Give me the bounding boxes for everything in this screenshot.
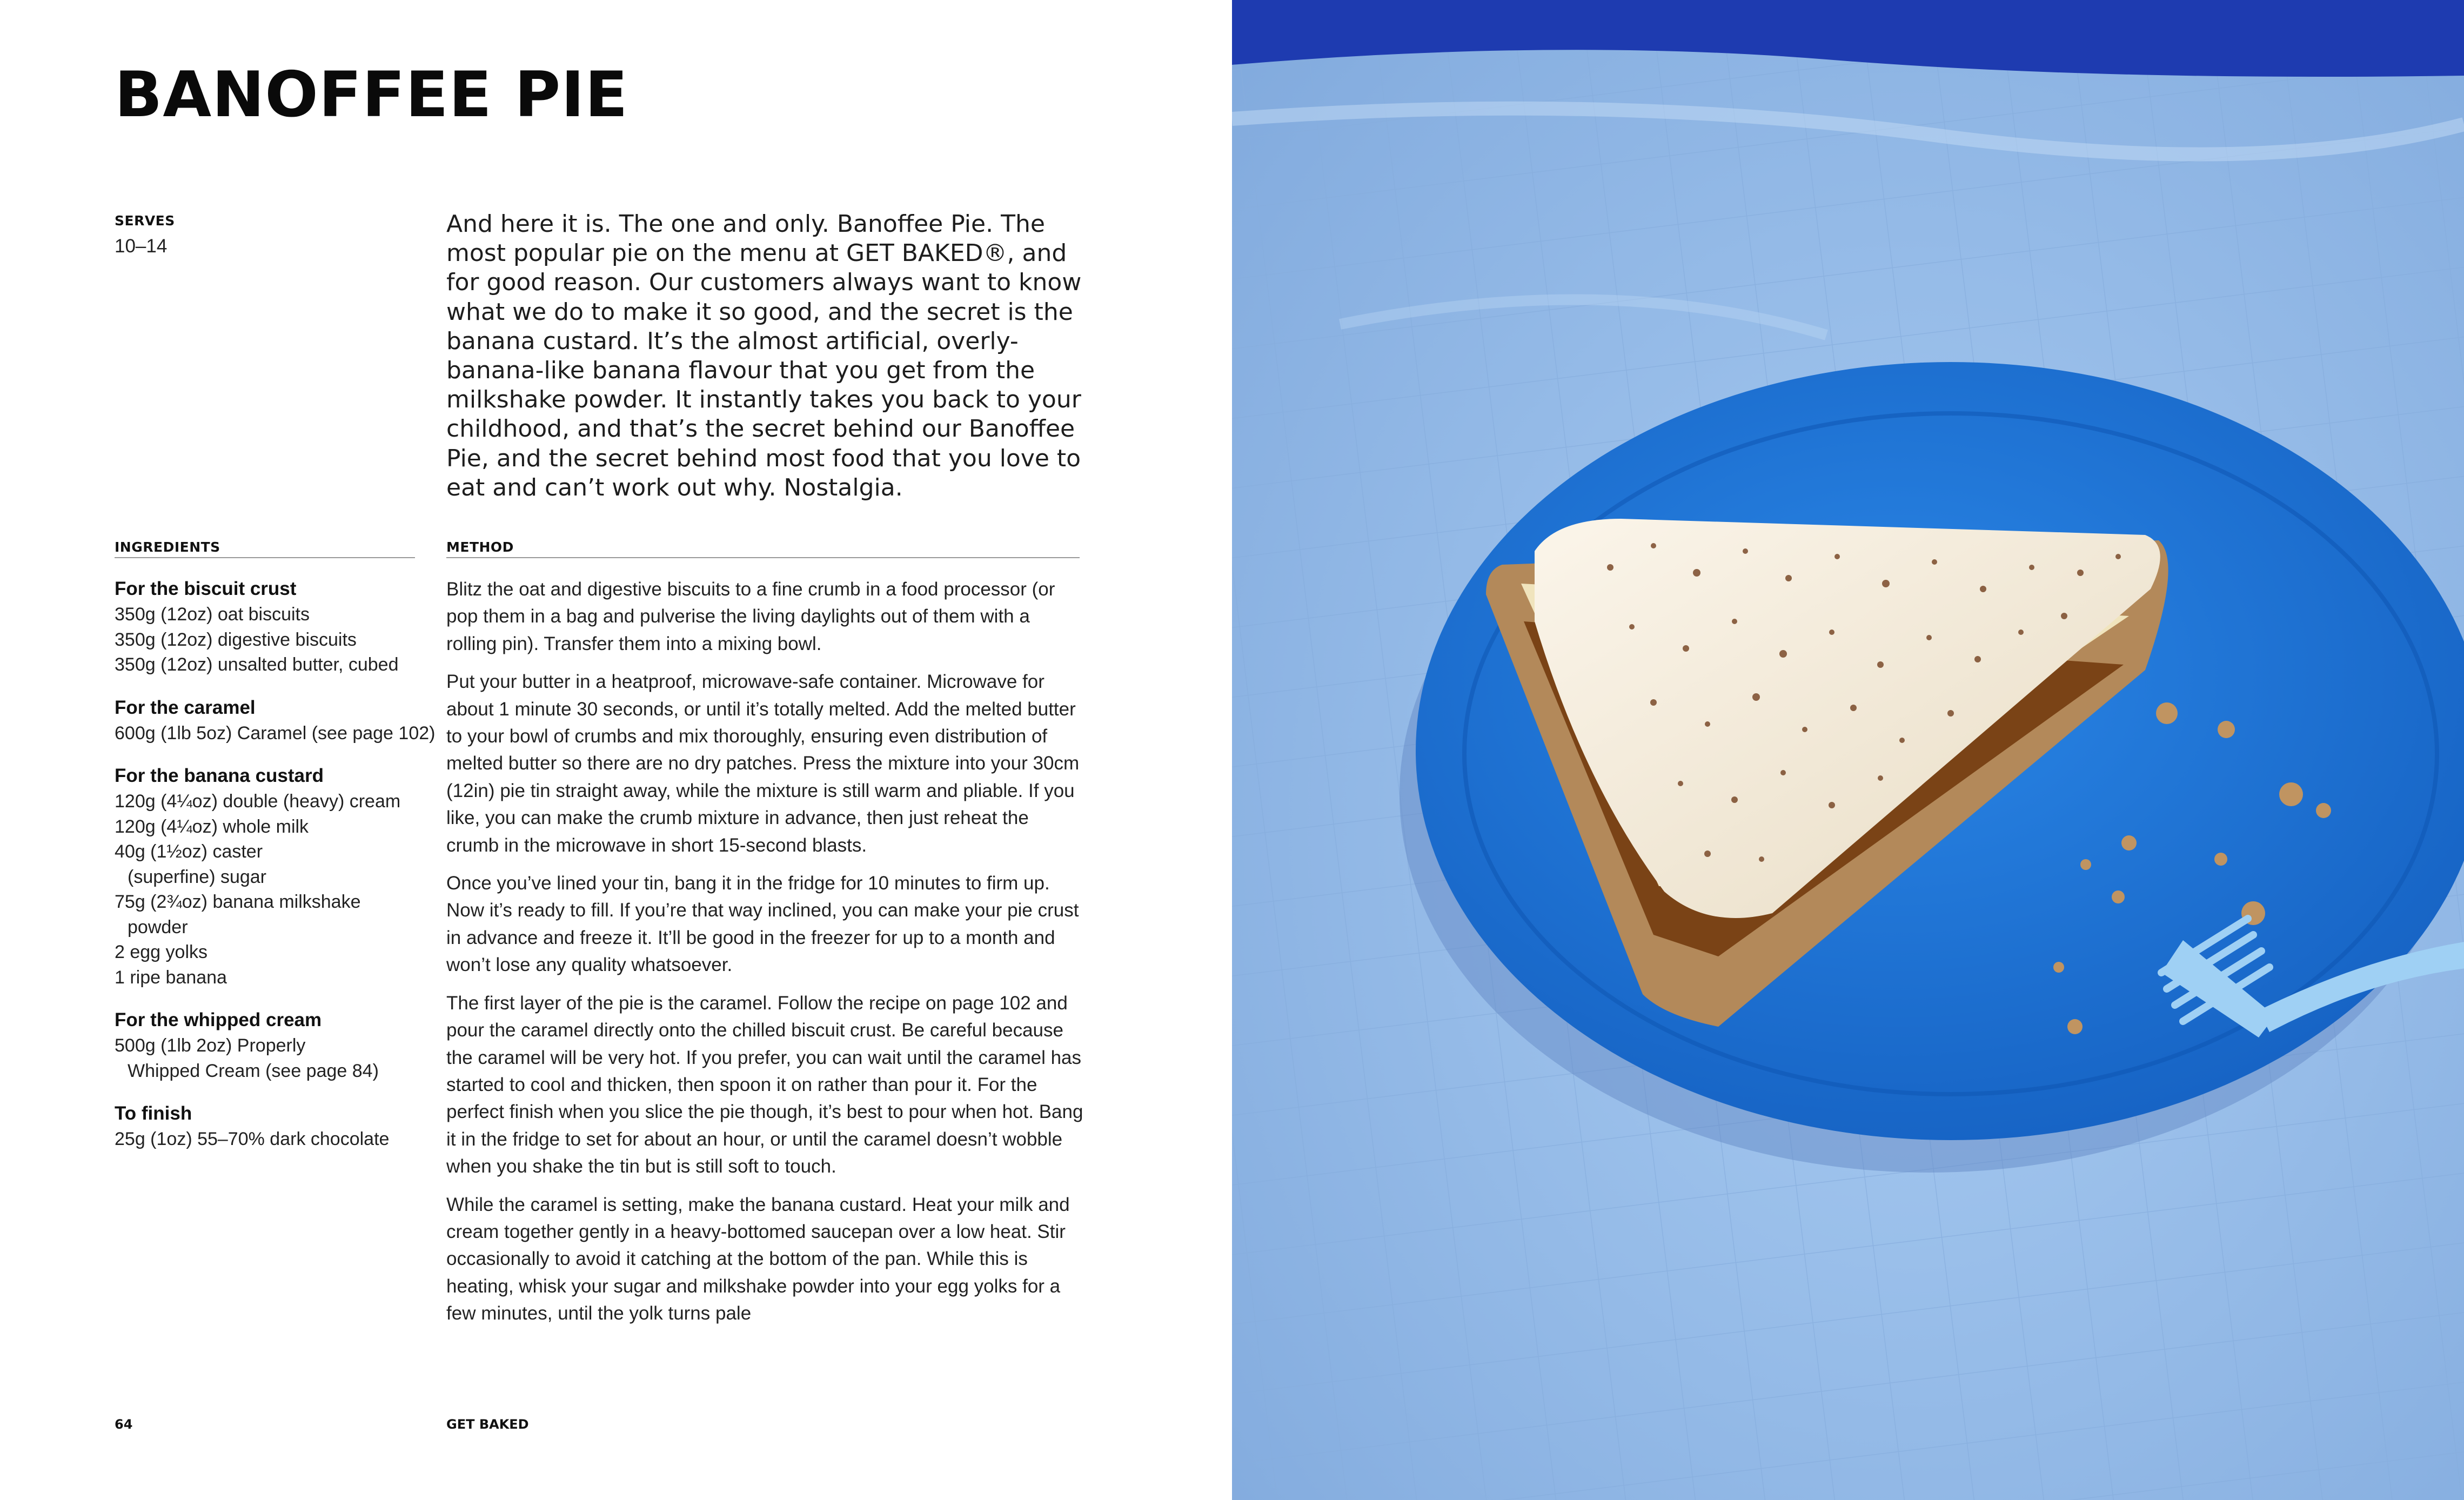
ingredients-divider [115, 557, 415, 558]
ingredient-group-banana-custard [115, 763, 428, 990]
pie-photo-illustration [1232, 0, 2464, 1500]
ingredient-item [115, 1059, 428, 1084]
ingredient-group-biscuit-crust [115, 576, 428, 678]
method-label: METHOD [446, 539, 514, 555]
ingredient-item: 75g (2¾oz) banana milkshake [115, 892, 361, 912]
serves-value: 10–14 [115, 236, 168, 257]
ingredient-group-heading: For the caramel [115, 697, 256, 718]
method-paragraph: Blitz the oat and digestive biscuits to a fine crumb in a food processor (or pop them in a bag and pulverise the living daylights out of them with a rolling pin). Transfer them into a mixing bowl. [446, 579, 1055, 654]
ingredient-item [115, 915, 428, 940]
ingredient-group-heading: For the whipped cream [115, 1009, 322, 1030]
ingredient-item: 350g (12oz) oat biscuits [115, 604, 310, 625]
method-paragraph: Put your butter in a heatproof, microwave-safe container. Microwave for about 1 minute 30 seconds, or until it’s totally melted. Add the melted butter to your bowl of crumbs and mix thoroughly, ensuring even distribution of melted butter so there are no dry patches. Press the mixture into your 30cm (12in) pie tin straight away, while the mixture is still warm and pliable. If you like, you can make the crumb mixture in advance, then just reheat the crumb in the microwave in short 15-second blasts. [446, 671, 1080, 856]
method-paragraph: Once you’ve lined your tin, bang it in the fridge for 10 minutes to firm up. Now it’s ready to fill. If you’re that way inclined, you can make your pie crust in advance and freeze it. It’ll be good in the freezer for up to a month and won’t lose any quality whatsoever. [446, 873, 1079, 976]
ingredients-list [115, 576, 436, 1169]
ingredient-item-continued: (superfine) sugar [128, 866, 267, 887]
page-number: 64 [115, 1417, 133, 1432]
pie-photo [1232, 0, 2464, 1500]
method-divider [446, 557, 1080, 558]
ingredient-item: 120g (4¼oz) double (heavy) cream [115, 791, 401, 812]
book-title-footer: GET BAKED [446, 1417, 529, 1432]
ingredient-item: 350g (12oz) unsalted butter, cubed [115, 654, 399, 675]
ingredient-group-heading: For the biscuit crust [115, 578, 297, 599]
ingredient-item-continued: powder [128, 916, 188, 938]
ingredient-group-whipped-cream [115, 1007, 428, 1083]
ingredients-label: INGREDIENTS [115, 539, 220, 555]
ingredient-item: 25g (1oz) 55–70% dark chocolate [115, 1129, 390, 1149]
ingredient-item-continued: Whipped Cream (see page 84) [128, 1060, 379, 1081]
ingredient-item: 120g (4¼oz) whole milk [115, 816, 309, 837]
ingredient-group-heading: To finish [115, 1103, 192, 1124]
ingredient-item: 500g (1lb 2oz) Properly [115, 1035, 306, 1056]
recipe-title: BANOFFEE PIE [115, 58, 628, 131]
method-paragraph: The first layer of the pie is the caramel. Follow the recipe on page 102 and pour the caramel directly onto the chilled biscuit crust. Be careful because the caramel will be very hot. If you prefer, you can wait until the caramel has started to cool and thicken, then spoon it on rather than pour it. For the perfect finish when you slice the pie though, it’s best to pour when hot. Bang it in the fridge to set for about an hour, or until the caramel doesn’t wobble when you shake the tin but is still soft to touch. [446, 992, 1083, 1177]
ingredient-item: 2 egg yolks [115, 942, 207, 962]
method-paragraph: While the caramel is setting, make the banana custard. Heat your milk and cream together gently in a heavy-bottomed saucepan over a low heat. Stir occasionally to avoid it catching at the bottom of the pan. While this is heating, whisk your sugar and milkshake powder into your egg yolks for a few minutes, until the yolk turns pale [446, 1194, 1070, 1324]
ingredient-item: 350g (12oz) digestive biscuits [115, 629, 357, 650]
ingredient-group-caramel [115, 695, 436, 746]
ingredient-item [115, 865, 428, 890]
ingredient-item: 40g (1½oz) caster [115, 841, 263, 862]
ingredient-item: 1 ripe banana [115, 967, 227, 988]
method-text [446, 576, 1084, 1338]
ingredient-item: 600g (1lb 5oz) Caramel (see page 102) [115, 722, 436, 744]
ingredient-group-heading: For the banana custard [115, 765, 324, 786]
serves-label: SERVES [115, 213, 175, 229]
ingredient-group-to-finish [115, 1101, 428, 1152]
recipe-intro: And here it is. The one and only. Banoffee Pie. The most popular pie on the menu at GET BAKED®, and for good reason. Our customers always want to know what we do to make it so good, and the secret is the banana custard. It’s the almost artificial, overly-banana-like banana flavour that you get from the milkshake powder. It instantly takes you back to your childhood, and that’s the secret behind our Banoffee Pie, and the secret behind most food that you love to eat and can’t work out why. Nostalgia. [446, 210, 1082, 501]
